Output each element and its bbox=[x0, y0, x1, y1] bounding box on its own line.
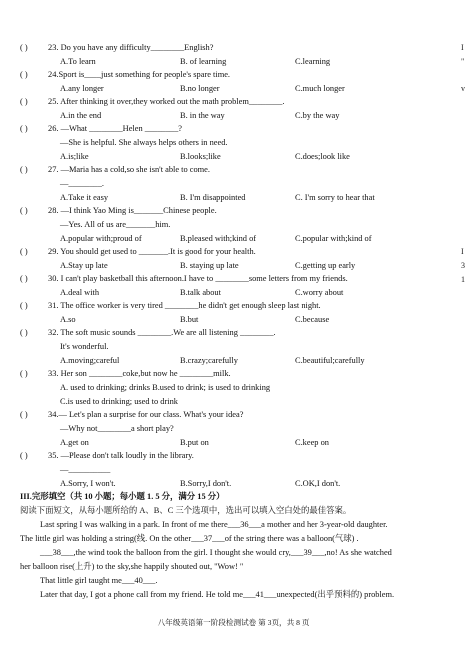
question-34-reply: —Why not________a short play? bbox=[60, 424, 174, 433]
question-31 bbox=[20, 302, 321, 310]
edge-mark: " bbox=[461, 57, 465, 66]
question-24 bbox=[20, 71, 230, 79]
option-a: A.in the end bbox=[60, 111, 102, 120]
option-a: A.Sorry, I won't. bbox=[60, 479, 116, 488]
question-stem: 29. You should get used to _______.It is good for your health. bbox=[48, 247, 256, 256]
question-stem: 34.— Let's plan a surprise for our class. What's your idea? bbox=[48, 410, 244, 419]
edge-mark: v bbox=[461, 84, 465, 93]
question-34 bbox=[20, 411, 243, 419]
answer-paren[interactable]: ( ) bbox=[20, 328, 28, 337]
question-29 bbox=[20, 248, 256, 256]
option-a: A.Stay up late bbox=[60, 261, 108, 270]
question-stem: 30. I can't play basketball this afternoon.I have to ________some letters from my friends. bbox=[48, 274, 348, 283]
option-c: C.does;look like bbox=[295, 152, 350, 161]
option-c: C.getting up early bbox=[295, 261, 356, 270]
option-c: C.popular with;kind of bbox=[295, 234, 372, 243]
passage-line-1: Last spring I was walking in a park. In front of me there___36___a mother and her 3-year-old daughter. bbox=[40, 520, 388, 529]
option-a: A.popular with;proud of bbox=[60, 234, 142, 243]
question-stem: 23. Do you have any difficulty________English? bbox=[48, 43, 214, 52]
question-32-continuation: It's wonderful. bbox=[60, 342, 109, 351]
question-28 bbox=[20, 207, 217, 215]
answer-paren[interactable]: ( ) bbox=[20, 369, 28, 378]
question-35 bbox=[20, 452, 194, 460]
option-b: B.talk about bbox=[180, 288, 221, 297]
passage-line-2: The little girl was holding a string(线. On the other___37___of the string there was a balloon(气球) . bbox=[20, 534, 359, 543]
options-33-c: C.is used to drinking; used to drink bbox=[60, 397, 178, 406]
answer-paren[interactable]: ( ) bbox=[20, 165, 28, 174]
option-a: A.so bbox=[60, 315, 76, 324]
answer-paren[interactable]: ( ) bbox=[20, 301, 28, 310]
answer-paren[interactable]: ( ) bbox=[20, 410, 28, 419]
option-b: B.put on bbox=[180, 438, 209, 447]
option-a: A.any longer bbox=[60, 84, 104, 93]
option-a: A.is;like bbox=[60, 152, 89, 161]
option-a: A.To learn bbox=[60, 57, 96, 66]
option-b: B.Sorry,I don't. bbox=[180, 479, 232, 488]
question-stem: 33. Her son ________coke,but now he ________milk. bbox=[48, 369, 231, 378]
option-c: C.because bbox=[295, 315, 330, 324]
question-stem: 27. —Maria has a cold,so she isn't able to come. bbox=[48, 165, 210, 174]
option-c: C.OK,I don't. bbox=[295, 479, 341, 488]
option-b: B.crazy;carefully bbox=[180, 356, 238, 365]
edge-mark: I bbox=[461, 43, 464, 52]
option-c: C.worry about bbox=[295, 288, 344, 297]
passage-line-6: Later that day, I got a phone call from my friend. He told me___41___unexpected(出乎预料的) problem. bbox=[40, 590, 395, 599]
question-stem: 24.Sport is____just something for people's spare time. bbox=[48, 70, 231, 79]
question-26 bbox=[20, 125, 182, 133]
section-instruction: 阅读下面短文，从每小题所给的 A、B、C 三个选项中，选出可以填入空白处的最佳答案。 bbox=[20, 506, 352, 515]
question-27 bbox=[20, 166, 210, 174]
option-b: B.no longer bbox=[180, 84, 220, 93]
option-c: C.beautiful;carefully bbox=[295, 356, 365, 365]
question-stem: 35. —Please don't talk loudly in the library. bbox=[48, 451, 194, 460]
option-b: B.pleased with;kind of bbox=[180, 234, 257, 243]
question-25 bbox=[20, 98, 284, 106]
option-b: B. of learning bbox=[180, 57, 227, 66]
question-stem: 26. —What ________Helen ________? bbox=[48, 124, 182, 133]
question-26-reply: —She is helpful. She always helps others in need. bbox=[60, 138, 228, 147]
option-c: C.by the way bbox=[295, 111, 340, 120]
answer-paren[interactable]: ( ) bbox=[20, 206, 28, 215]
passage-line-3: ___38___,the wind took the balloon from the girl. I thought she would cry,___39___,no! As she watched bbox=[40, 548, 392, 557]
page-footer: 八年级英语第一阶段检测试卷 第 3页，共 8 页 bbox=[157, 618, 310, 627]
option-c: C.keep on bbox=[295, 438, 329, 447]
edge-mark: I bbox=[461, 247, 464, 256]
question-28-reply: —Yes. All of us are_______him. bbox=[60, 220, 171, 229]
option-b: B.looks;like bbox=[180, 152, 221, 161]
question-32 bbox=[20, 329, 276, 337]
option-c: C.much longer bbox=[295, 84, 345, 93]
question-stem: 31. The office worker is very tired ________he didn't get enough sleep last night. bbox=[48, 301, 321, 310]
option-a: A.moving;careful bbox=[60, 356, 120, 365]
question-27-reply: —________. bbox=[60, 179, 104, 188]
answer-paren[interactable]: ( ) bbox=[20, 43, 28, 52]
answer-paren[interactable]: ( ) bbox=[20, 97, 28, 106]
answer-paren[interactable]: ( ) bbox=[20, 70, 28, 79]
section-title: III.完形填空（共 10 小题；每小题 1. 5 分，满分 15 分） bbox=[20, 492, 225, 501]
option-b: B.but bbox=[180, 315, 199, 324]
question-30 bbox=[20, 275, 348, 283]
option-a: A.get on bbox=[60, 438, 89, 447]
question-35-reply: —__________ bbox=[60, 465, 111, 474]
option-a: A.Take it easy bbox=[60, 193, 109, 202]
option-b: B. I'm disappointed bbox=[180, 193, 246, 202]
option-c: C. I'm sorry to hear that bbox=[295, 193, 375, 202]
question-stem: 25. After thinking it over,they worked out the math problem________. bbox=[48, 97, 285, 106]
options-33-ab: A. used to drinking; drinks B.used to drink; is used to drinking bbox=[60, 383, 271, 392]
option-b: B. staying up late bbox=[180, 261, 239, 270]
question-stem: 28. —I think Yao Ming is_______Chinese people. bbox=[48, 206, 217, 215]
passage-line-4: her balloon rise(上升) to the sky,she happily shouted out, "Wow! " bbox=[20, 562, 244, 571]
answer-paren[interactable]: ( ) bbox=[20, 247, 28, 256]
option-c: C.learning bbox=[295, 57, 331, 66]
answer-paren[interactable]: ( ) bbox=[20, 451, 28, 460]
answer-paren[interactable]: ( ) bbox=[20, 124, 28, 133]
option-a: A.deal with bbox=[60, 288, 100, 297]
answer-paren[interactable]: ( ) bbox=[20, 274, 28, 283]
option-b: B. in the way bbox=[180, 111, 225, 120]
question-33 bbox=[20, 370, 231, 378]
edge-mark: 1 bbox=[461, 275, 465, 284]
question-23 bbox=[20, 44, 213, 52]
passage-line-5: That little girl taught me___40___. bbox=[40, 576, 158, 585]
edge-mark: 3 bbox=[461, 261, 465, 270]
question-stem: 32. The soft music sounds ________.We are all listening ________. bbox=[48, 328, 276, 337]
